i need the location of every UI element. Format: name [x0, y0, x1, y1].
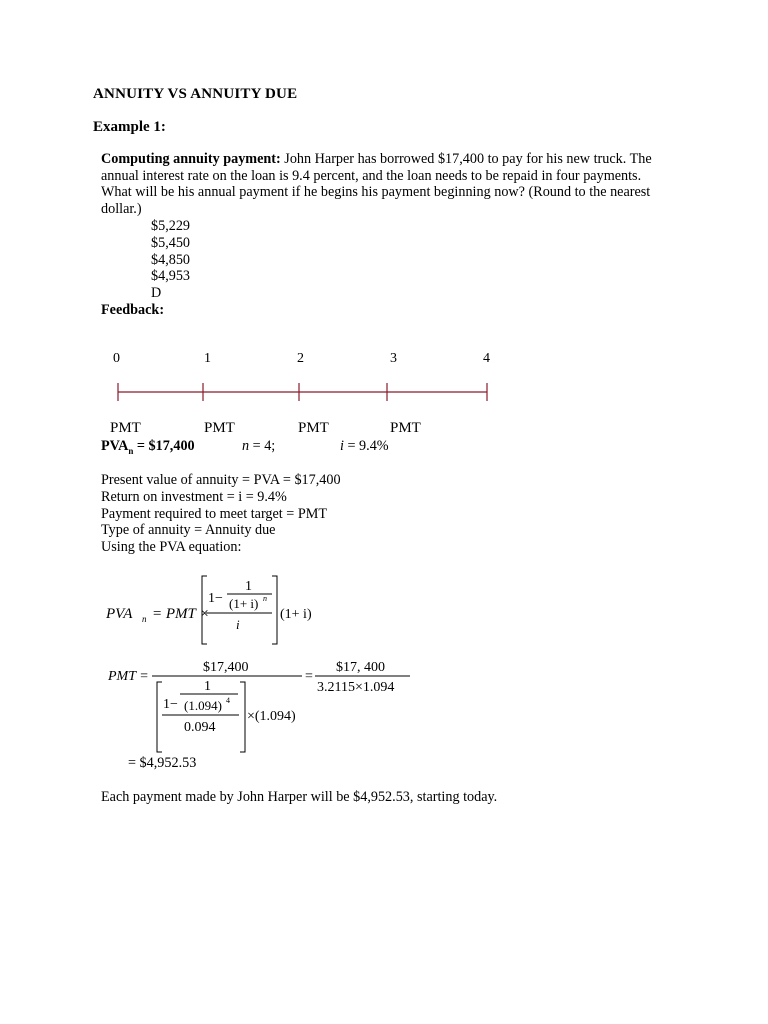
pmt-numerator-2: $17, 400 — [336, 660, 385, 675]
formula-factor: (1+ i) — [280, 607, 312, 622]
formula-right-bracket — [272, 576, 277, 644]
timeline-tick-2: 2 — [297, 351, 304, 366]
pmt-denominator-2: 3.2115×1.094 — [317, 680, 395, 695]
pmt-numer-one: 1 — [204, 679, 211, 694]
formula-numer-one: 1 — [245, 579, 252, 594]
pmt-equals: = — [305, 669, 313, 684]
feedback-label: Feedback: — [101, 302, 165, 318]
choice-b: $5,450 — [151, 234, 191, 251]
example-label: Example 1: — [93, 119, 166, 135]
formula-lhs: PVA — [106, 606, 133, 622]
solution-line: Return on investment = i = 9.4% — [101, 488, 287, 505]
formula-denom-exp: n — [263, 594, 267, 603]
choice-c: $4,850 — [151, 251, 191, 268]
document-title: ANNUITY VS ANNUITY DUE — [93, 86, 298, 102]
choice-d: $4,953 — [151, 268, 191, 285]
pva-formula — [100, 570, 330, 650]
solution-line: Type of annuity = Annuity due — [101, 522, 276, 539]
timeline-line — [110, 380, 494, 404]
timeline-payment-0: PMT — [110, 420, 141, 436]
problem-statement — [101, 151, 661, 217]
timeline-payment-1: PMT — [204, 420, 235, 436]
pmt-rate: 0.094 — [184, 720, 216, 735]
answer-choices — [151, 218, 190, 302]
pmt-left-bracket — [157, 682, 162, 752]
pmt-right-bracket — [240, 682, 245, 752]
formula-lhs-sub: n — [142, 614, 147, 624]
formula-one-minus: 1− — [208, 591, 223, 606]
pmt-factor: ×(1.094) — [247, 709, 296, 724]
correct-answer: D — [151, 285, 162, 302]
timeline-tick-1: 1 — [204, 351, 211, 366]
pmt-one-minus: 1− — [163, 697, 178, 712]
i-param: i = 9.4% — [340, 438, 389, 454]
solution-line: Using the PVA equation: — [101, 539, 242, 556]
timeline-tick-0: 0 — [113, 351, 120, 366]
timeline-tick-4: 4 — [483, 351, 490, 366]
pmt-denom-base: (1.094) — [184, 698, 222, 713]
pva-param: $PVA_n$ = $17,400 — [101, 438, 195, 456]
pmt-denom-exp: 4 — [226, 696, 230, 705]
solution-lines — [101, 472, 341, 556]
n-param: n = 4; — [242, 438, 276, 454]
pmt-formula — [100, 655, 430, 755]
formula-eq-pmt: = PMT × — [152, 606, 210, 622]
solution-line: Payment required to meet target = PMT — [101, 505, 328, 522]
problem-lead: Computing annuity payment: — [101, 151, 281, 167]
problem-text: John Harper has borrowed $17,400 to pay for his new truck. The annual interest rate on the loan is 9.4 percent, and the loan needs to be repaid in four payments. What will be his annual payment if he begins his payment beginning now? (Round to the nearest dollar.) — [101, 151, 652, 217]
timeline-payment-2: PMT — [298, 420, 329, 436]
pmt-lhs: PMT = — [108, 669, 149, 684]
solution-line: Present value of annuity = PVA = $17,400 — [101, 472, 341, 488]
timeline-payment-3: PMT — [390, 420, 421, 436]
pmt-numerator: $17,400 — [203, 660, 249, 675]
formula-denom-base: (1+ i) — [229, 596, 259, 611]
conclusion-text: Each payment made by John Harper will be $4,952.53, starting today. — [101, 789, 498, 805]
choice-a: $5,229 — [151, 218, 191, 234]
formula-i: i — [236, 617, 240, 632]
timeline-tick-3: 3 — [390, 351, 397, 366]
result-value: = $4,952.53 — [128, 755, 197, 771]
